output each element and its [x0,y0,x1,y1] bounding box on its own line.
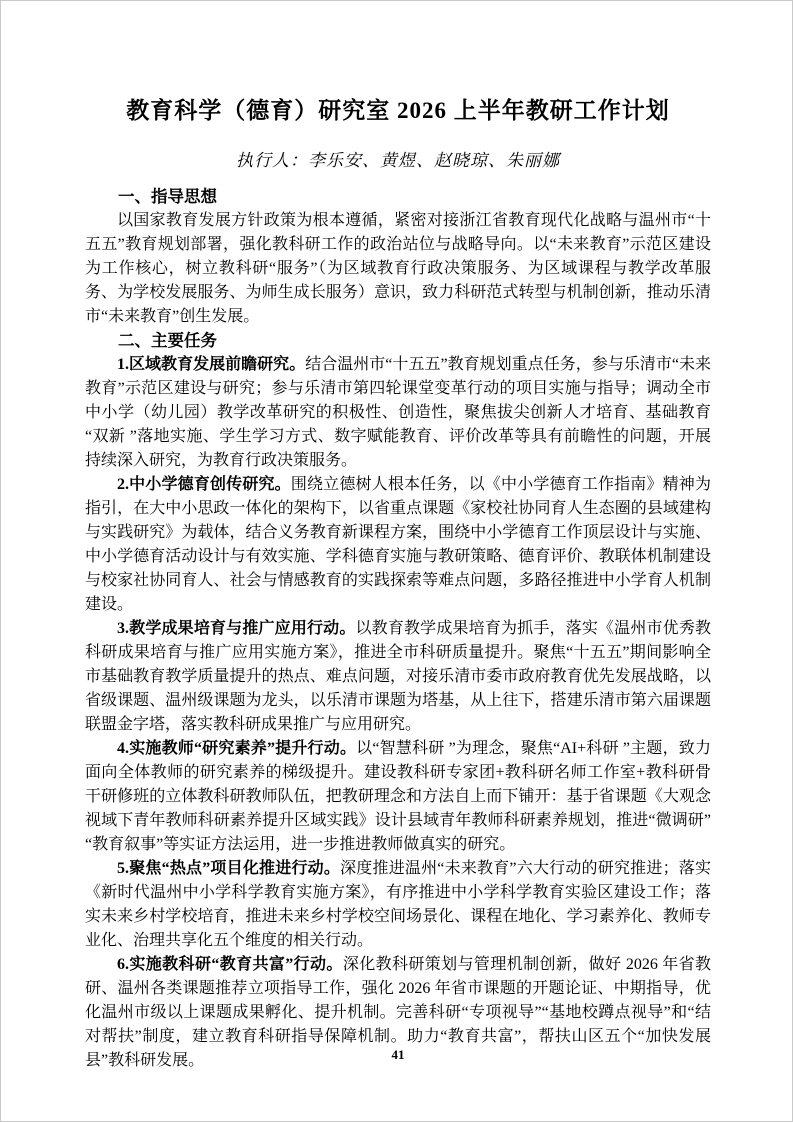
paragraph-lead: 6.实施教科研“教育共富”行动。 [117,956,343,973]
paragraph-text: 以“智慧科研 ”为理念，聚焦“AI+科研 ”主题，致力面向全体教师的研究素养的梯级提升。建设教科研专家团+教科研名师工作室+教科研骨干研修班的立体教科研教师队伍，把教研理念和方法自上而下铺开：基于省课题《大观念视域下青年教师科研素养提升区域实践》设计县域青年教师科研素养规划，推进“微调研”“教育叙事”等实证方法运用，进一步推进教师做真实的研究。 [85,740,711,853]
executor-line: 执行人：李乐安、黄煜、赵晓琼、朱丽娜 [236,151,560,170]
paragraph-text: 以教育教学成果培育为抓手，落实《温州市优秀教科研成果培育与推广应用实施方案》，推进全市科研质量提升。聚焦“十五五”期间影响全市基础教育教学质量提升的热点、难点问题，对接乐清市委市政府教育优先发展战略，以省级课题、温州级课题为龙头，以乐清市课题为塔基，从上往下，搭建乐清市第六届课题联盟金字塔，落实教科研成果推广与应用研究。 [85,620,711,733]
section-heading-main-tasks: 二、主要任务 [118,332,217,350]
paragraph-task-4 [85,737,711,857]
paragraph-task-2 [85,473,711,617]
document-body [85,185,711,1073]
paragraph-lead: 4.实施教师“研究素养”提升行动。 [117,740,357,757]
paragraph-lead: 1.区域教育发展前瞻研究。 [117,356,306,373]
document-content [85,1,711,1073]
page-title: 教育科学（德育）研究室 2026 上半年教研工作计划 [126,98,670,123]
page-number: 41 [391,1047,405,1062]
paragraph-text: 结合温州市“十五五”教育规划重点任务，参与乐清市“未来教育”示范区建设与研究；参与乐清市第四轮课堂变革行动的项目实施与指导；调动全市中小学（幼儿园）教学改革研究的积极性、创造性，聚焦拔尖创新人才培育、基础教育“双新 ”落地实施、学生学习方式、数字赋能教育、评价改革等具有前瞻性的问题，开展持续深入研究，为教育行政决策服务。 [85,356,711,469]
paragraph-text: 围绕立德树人根本任务，以《中小学德育工作指南》精神为指引，在大中小思政一体化的架构下，以省重点课题《家校社协同育人生态圈的县域建构与实践研究》为载体，结合义务教育新课程方案，围绕中小学德育工作顶层设计与实施、中小学德育活动设计与有效实施、学科德育实施与教研策略、德育评价、教联体机制建设与校家社协同育人、社会与情感教育的实践探索等难点问题，多路径推进中小学育人机制建设。 [85,476,711,613]
paragraph-lead: 2.中小学德育创传研究。 [117,476,291,493]
paragraph-lead: 3.教学成果培育与推广应用行动。 [117,620,356,637]
paragraph-lead: 5.聚焦“热点”项目化推进行动。 [117,860,341,877]
paragraph-text: 深度推进温州“未来教育”六大行动的研究推进；落实《新时代温州中小学科学教育实施方案》，有序推进中小学科学教育实验区建设工作；落实未来乡村学校培育，推进未来乡村学校空间场景化、课程在地化、学习素养化、教师专业化、治理共享化五个维度的相关行动。 [85,860,711,949]
section-heading-guiding-ideology: 一、指导思想 [118,188,217,206]
paragraph-task-1 [85,353,711,473]
paragraph-text: 深化教科研策划与管理机制创新，做好 2026 年省教研、温州各类课题推荐立项指导工作，强化 2026 年省市课题的开题论证、中期指导，优化温州市级以上课题成果孵化、提升机制。完善科研“专项视导”“基地校蹲点视导”和“结对帮扶”制度，建立教育科研指导保障机制。助力“教育共富”，帮扶山区五个“加快发展县”教科研发展。 [85,956,711,1069]
paragraph-text: 以国家教育发展方针政策为根本遵循，紧密对接浙江省教育现代化战略与温州市“十五五”教育规划部署，强化教科研工作的政治站位与战略导向。以“未来教育”示范区建设为工作核心，树立教科研“服务”（为区域教育行政决策服务、为区域课程与教学改革服务、为学校发展服务、为师生成长服务）意识，致力科研范式转型与机制创新，推动乐清市“未来教育”创生发展。 [85,212,711,325]
paragraph-task-5 [85,857,711,953]
paragraph-task-3 [85,617,711,737]
paragraph [85,209,711,329]
